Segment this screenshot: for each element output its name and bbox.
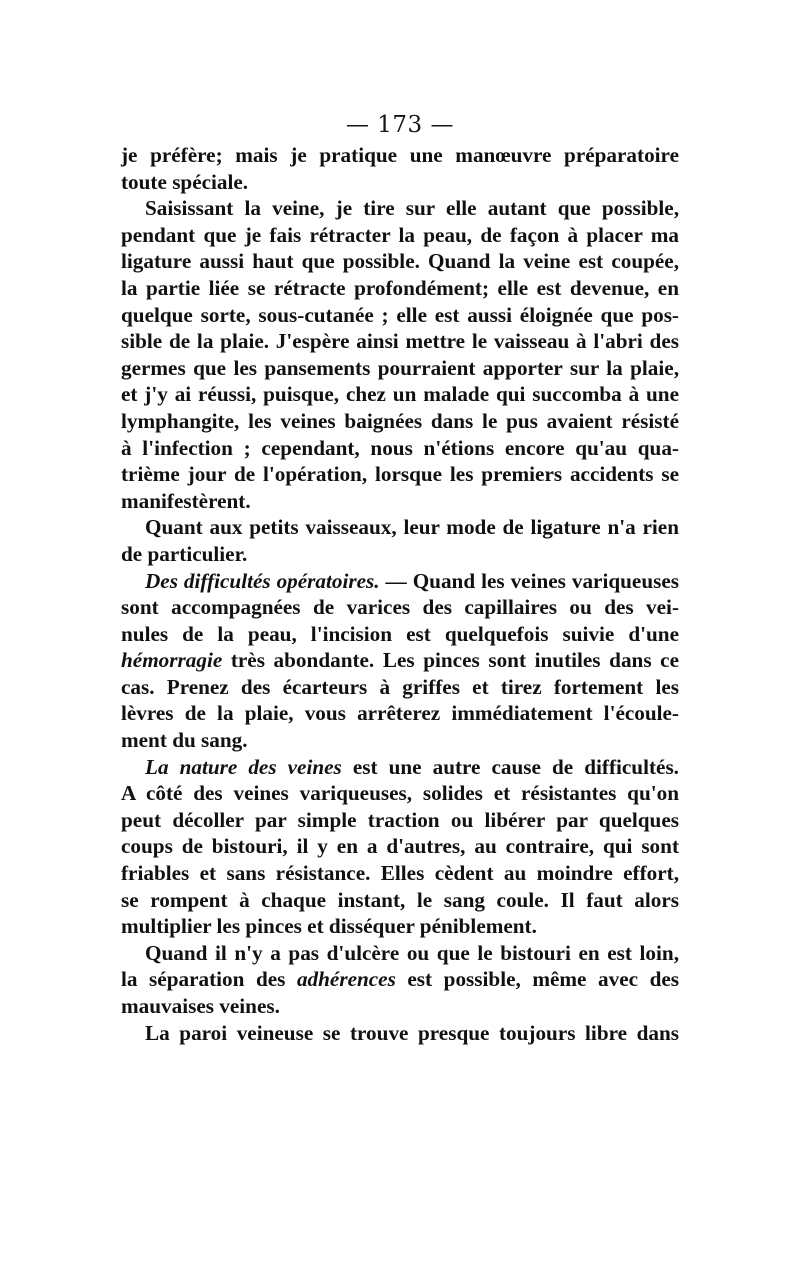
- text-segment: est possible, même avec des: [395, 967, 679, 992]
- text-line: cas. Prenez des écarteurs à griffes et tirez fortement les: [121, 674, 679, 699]
- text-line: je préfère; mais je pratique une manœuvre préparatoire: [121, 143, 679, 167]
- text-line: manifestèrent.: [121, 488, 251, 513]
- text-line: [121, 647, 679, 674]
- text-line: multiplier les pinces et disséquer péniblement.: [121, 914, 537, 939]
- text-line: la partie liée se rétracte profondément; elle est devenue, en: [121, 275, 679, 300]
- text-line: sont accompagnées de varices des capillaires ou des vei-: [121, 595, 679, 620]
- text-line: et j'y ai réussi, puisque, chez un malade qui succomba à une: [121, 382, 679, 407]
- text-line: [121, 568, 679, 595]
- text-segment: la séparation des: [121, 967, 297, 992]
- section-title-nature: La nature des veines: [145, 754, 342, 779]
- text-line: lymphangite, les veines baignées dans le pus avaient résisté: [121, 408, 679, 433]
- text-line: ment du sang.: [121, 728, 248, 753]
- text-line: nules de la peau, l'incision est quelquefois suivie d'une: [121, 621, 679, 646]
- text-line: La paroi veineuse se trouve presque toujours libre dans: [145, 1020, 679, 1045]
- text-segment: est une autre cause de difficultés.: [341, 754, 679, 779]
- text-line: Quant aux petits vaisseaux, leur mode de ligature n'a rien: [145, 515, 679, 540]
- text-line: [121, 966, 679, 993]
- text-line: ligature aussi haut que possible. Quand la veine est coupée,: [121, 249, 679, 274]
- text-line: toute spéciale.: [121, 169, 249, 194]
- text-line: coups de bistouri, il y en a d'autres, au contraire, qui sont: [121, 834, 679, 859]
- text-line: A côté des veines variqueuses, solides et résistantes qu'on: [121, 781, 679, 806]
- italic-term-adherences: adhérences: [296, 967, 396, 992]
- text-line: lèvres de la plaie, vous arrêterez immédiatement l'écoule-: [121, 701, 679, 726]
- text-line: peut décoller par simple traction ou libérer par quelques: [121, 807, 679, 832]
- text-line: germes que les pansements pourraient apporter sur la plaie,: [121, 355, 679, 380]
- text-line: Saisissant la veine, je tire sur elle autant que possible,: [145, 196, 679, 221]
- text-line: se rompent à chaque instant, le sang coule. Il faut alors: [121, 887, 679, 912]
- page-number: — 173 —: [345, 112, 455, 138]
- section-title-difficultes: Des difficultés opératoires.: [145, 568, 380, 593]
- text-line: de particulier.: [121, 541, 248, 566]
- italic-term-hemorragie: hémorragie: [121, 648, 223, 673]
- text-line: pendant que je fais rétracter la peau, de façon à placer ma: [121, 222, 679, 247]
- text-line: friables et sans résistance. Elles cèdent au moindre effort,: [121, 861, 679, 886]
- body-text: [121, 142, 679, 1046]
- text-line: Quand il n'y a pas d'ulcère ou que le bistouri en est loin,: [145, 940, 679, 965]
- text-line: sible de la plaie. J'espère ainsi mettre le vaisseau à l'abri des: [121, 329, 679, 354]
- text-line: à l'infection ; cependant, nous n'étions encore qu'au qua-: [121, 435, 679, 460]
- text-segment: — Quand les veines variqueuses: [379, 568, 679, 593]
- text-line: [121, 754, 679, 781]
- text-line: mauvaises veines.: [121, 994, 280, 1018]
- text-line: quelque sorte, sous-cutanée ; elle est aussi éloignée que pos-: [121, 302, 679, 327]
- text-segment: très abondante. Les pinces sont inutiles dans ce: [222, 648, 679, 673]
- text-line: trième jour de l'opération, lorsque les premiers accidents se: [121, 462, 679, 487]
